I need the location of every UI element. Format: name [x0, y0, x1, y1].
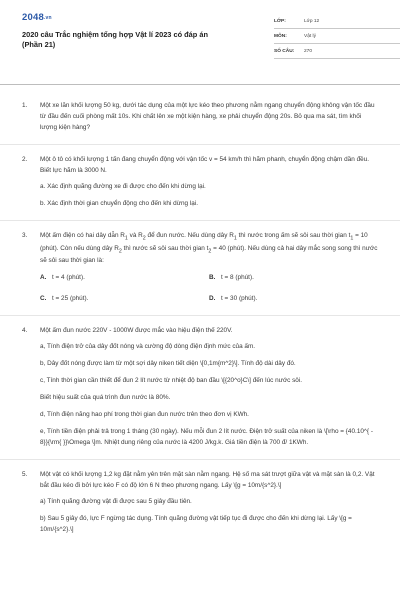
meta-row-count — [274, 44, 400, 59]
meta-label: SỐ CÂU: — [274, 48, 295, 54]
question-divider — [0, 220, 400, 221]
meta-row-subject — [274, 29, 400, 44]
question-text: Một ô tô có khối lượng 1 tấn đang chuyển động với vận tốc v = 54 km/h thì hãm phanh, chuyển động chậm dần đều. Biết lực hãm là 3000 N. — [40, 155, 370, 174]
sub-question-d: d, Tính điện năng hao phí trong thời gian đun nước trên theo đơn vị KWh. — [40, 411, 249, 419]
sub-question-e: e, Tính tiền điện phải trả trong 1 tháng (30 ngày). Nếu mỗi đun 2 lít nước. Điện trở suất của niken là \[\rho = {40.10^{ - 8}}{\rm{ }}\Omega \]m. Nhiệt dung riêng của nước là 4200 J/kg.k. Giá tiền điện là 700 đ/ 1KWh. — [40, 427, 373, 446]
choice-d[interactable]: D. t = 30 (phút). — [209, 294, 258, 302]
question-number: 1. — [22, 102, 28, 109]
answer-choices — [40, 273, 378, 305]
question-text: Một xe lăn khối lượng 50 kg, dưới tác dụng của một lực kéo theo phương nằm ngang chuyển động không vận tốc đầu từ đầu đến cuối phòng mất 10s. Khi chất lên xe một kiện hàng, xe phải chuyển động 20s. Bỏ qua ma sát, tìm khối lượng kiện hàng? — [40, 102, 375, 131]
question-5 — [22, 470, 378, 542]
sub-question-b: b. Xác định thời gian chuyển động cho đến khi dừng lại. — [40, 200, 199, 208]
sub-question-a: a) Tính quãng đường vật đi được sau 5 giây đầu tiên. — [40, 498, 192, 506]
sub-question-b: b, Dây đốt nóng được làm từ một sợi dây niken tiết diện \[0,1m{m^2}\]. Tính độ dài dây đó. — [40, 360, 296, 368]
question-number: 5. — [22, 470, 28, 478]
meta-value: Lớp 12 — [304, 18, 320, 24]
page-title: 2020 câu Trắc nghiệm tổng hợp Vật lí 2023 có đáp án (Phần 21) — [22, 30, 208, 49]
question-text: Một ấm điện có hai dây dẫn $R_1$ và $R_2$ để đun nước. Nếu dùng dây $R_1$ thì nước trong ấm sẽ sôi sau thời gian $t_1 = 10$ (phút). Còn nếu dùng dây $R_2$ thì nước sẽ sôi sau thời gian $t_2 = 40$ (phút). Nếu dùng cả hai dây mắc song song thì nước sẽ sôi sau thời gian là: — [40, 232, 378, 264]
question-number: 4. — [22, 326, 28, 334]
question-text: Một vật có khối lượng 1,2 kg đặt nằm yên trên mặt sàn nằm ngang. Hệ số ma sát trượt giữa vật và mặt sàn là 0,2. Vật bắt đầu kéo đi bởi lực kéo F có độ lớn 6 N theo phương ngang. Lấy \[g = 10m/{s^2}.\] — [40, 470, 375, 489]
sub-question-a: a. Xác định quãng đường xe đi được cho đến khi dừng lại. — [40, 183, 206, 191]
logo-text: 2048 — [22, 12, 44, 23]
question-text: Một ấm đun nước 220V - 1000W được mắc vào hiệu điện thế 220V. — [40, 326, 233, 334]
choice-c[interactable]: C. t = 25 (phút). — [40, 294, 89, 302]
efficiency-note: Biết hiệu suất của quá trình đun nước là 80%. — [40, 394, 171, 402]
meta-label: LỚP: — [274, 18, 286, 24]
question-number: 3. — [22, 232, 28, 240]
choice-a[interactable]: A. t = 4 (phút). — [40, 273, 85, 281]
meta-table — [274, 14, 400, 59]
question-3 — [22, 231, 378, 304]
logo-suffix: .vn — [43, 15, 52, 21]
sub-question-c: c, Tính thời gian cần thiết để đun 2 lít nước từ nhiệt độ ban đầu \[{20^o}C\] đến lúc nước sôi. — [40, 377, 303, 385]
header-divider — [0, 84, 400, 85]
choice-b[interactable]: B. t = 8 (phút). — [209, 273, 254, 281]
meta-value: 270 — [304, 48, 313, 54]
question-2 — [22, 155, 378, 211]
header — [22, 12, 378, 72]
question-divider — [0, 315, 400, 316]
question-number: 2. — [22, 155, 28, 163]
question-divider — [0, 144, 400, 145]
sub-question-a: a, Tính điện trở của dây đốt nóng và cường độ dòng điện định mức của ấm. — [40, 343, 256, 351]
meta-label: MÔN: — [274, 33, 287, 39]
question-4 — [22, 326, 378, 449]
meta-value: Vật lý — [304, 33, 316, 39]
question-1 — [22, 101, 378, 134]
sub-question-b: b) Sau 5 giây đó, lực F ngừng tác dụng. Tính quãng đường vật tiếp tục đi được cho đến khi dừng lại. Lấy \[g = 10m/{s^2}.\] — [40, 515, 352, 534]
meta-row-class — [274, 14, 400, 29]
question-divider — [0, 459, 400, 460]
